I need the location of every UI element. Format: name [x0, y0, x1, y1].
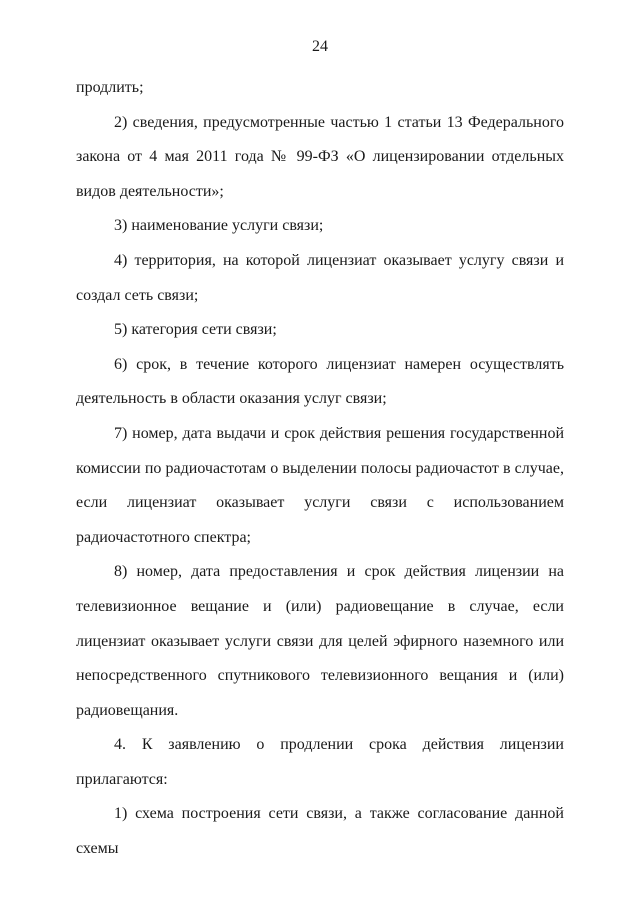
- paragraph-item-8: 8) номер, дата предоставления и срок действия лицензии на телевизионное вещание и (или) радиовещание в случае, если лицензиат оказывает услуги связи для целей эфирного наземного или непосредственного спутникового телевизионного вещания и (или) радиовещания.: [76, 563, 564, 719]
- paragraph-item-6: 6) срок, в течение которого лицензиат намерен осуществлять деятельность в области оказания услуг связи;: [76, 355, 564, 408]
- paragraph-section-4: 4. К заявлению о продлении срока действия лицензии прилагаются:: [76, 736, 564, 788]
- paragraph-section-4-item-1: 1) схема построения сети связи, а также согласование данной схемы: [76, 805, 564, 858]
- page-number: 24: [312, 38, 328, 55]
- document-body: [76, 71, 564, 867]
- paragraph-item-4: 4) территория, на которой лицензиат оказывает услугу связи и создал сеть связи;: [76, 251, 564, 304]
- paragraph-item-3: 3) наименование услуги связи;: [114, 217, 324, 235]
- paragraph-item-7: 7) номер, дата выдачи и срок действия решения государственной комиссии по радиочастотам о выделении полосы радиочастот в случае, если лицензиат оказывает услуги связи с использованием радиочастотного спектра;: [76, 424, 564, 546]
- paragraph-continuation: продлить;: [76, 79, 144, 96]
- paragraph-item-5: 5) категория сети связи;: [114, 321, 277, 339]
- paragraph-item-2: 2) сведения, предусмотренные частью 1 статьи 13 Федерального закона от 4 мая 2011 года № 99-ФЗ «О лицензировании отдельных видов деятельности»;: [76, 113, 564, 200]
